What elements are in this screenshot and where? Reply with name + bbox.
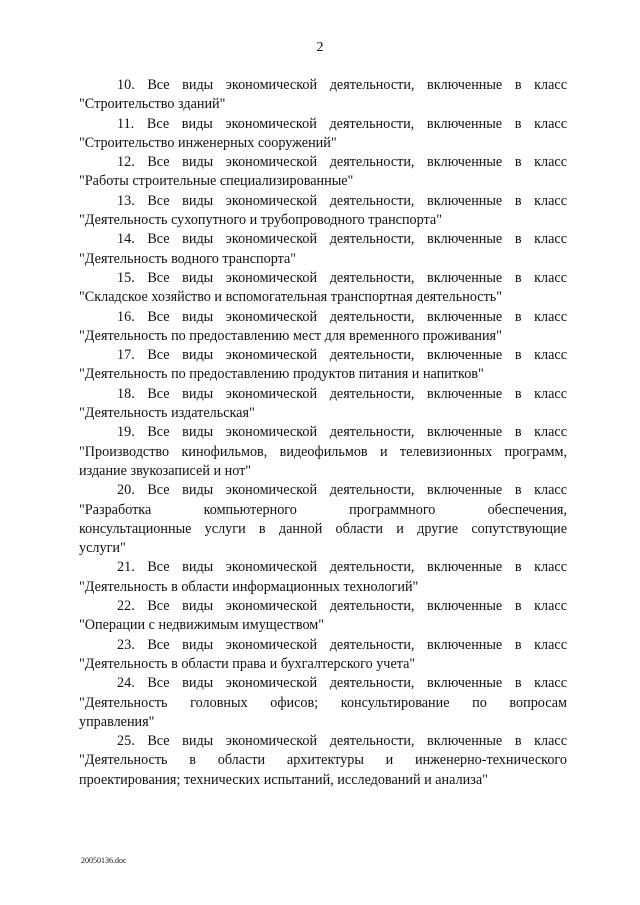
list-item bbox=[79, 269, 567, 308]
item-line: 14. Все виды экономической деятельности, включенные в класс bbox=[117, 231, 567, 248]
item-line: "Деятельность в области права и бухгалтерского учета" bbox=[79, 655, 416, 672]
item-line: 21. Все виды экономической деятельности, включенные в класс bbox=[117, 559, 567, 576]
item-line: "Производство кинофильмов, видеофильмов и телевизионных программ, bbox=[79, 443, 567, 460]
item-line: 22. Все виды экономической деятельности, включенные в класс bbox=[117, 598, 567, 615]
list-item bbox=[79, 230, 567, 269]
item-line: "Операции с недвижимым имуществом" bbox=[79, 617, 325, 634]
item-line: 12. Все виды экономической деятельности, включенные в класс bbox=[117, 154, 567, 171]
item-line: "Деятельность издательская" bbox=[79, 405, 255, 422]
list-item bbox=[79, 153, 567, 192]
document-body bbox=[79, 76, 567, 790]
item-line: 25. Все виды экономической деятельности, включенные в класс bbox=[117, 733, 567, 750]
list-item bbox=[79, 732, 567, 790]
document-filename: 20050136.doc bbox=[81, 856, 127, 865]
list-item bbox=[79, 597, 567, 636]
item-line: "Разработка компьютерного программного обеспечения, bbox=[79, 501, 567, 518]
item-line: 20. Все виды экономической деятельности, включенные в класс bbox=[117, 482, 567, 499]
item-line: "Складское хозяйство и вспомогательная транспортная деятельность" bbox=[79, 289, 503, 306]
item-line: "Работы строительные специализированные" bbox=[79, 173, 354, 190]
list-item bbox=[79, 674, 567, 732]
item-line: 10. Все виды экономической деятельности, включенные в класс bbox=[117, 77, 567, 93]
item-line: "Деятельность в области информационных технологий" bbox=[79, 578, 419, 595]
list-item bbox=[79, 308, 567, 347]
item-line: 16. Все виды экономической деятельности, включенные в класс bbox=[117, 308, 567, 325]
item-line: "Деятельность головных офисов; консультирование по вопросам bbox=[79, 694, 567, 711]
list-item bbox=[79, 346, 567, 385]
item-line: управления" bbox=[79, 713, 155, 730]
list-item bbox=[79, 558, 567, 597]
item-line: "Деятельность по предоставлению продуктов питания и напитков" bbox=[79, 366, 484, 383]
list-item bbox=[79, 115, 567, 154]
item-line: "Деятельность по предоставлению мест для временного проживания" bbox=[79, 327, 502, 344]
page-number: 2 bbox=[316, 40, 324, 55]
item-line: проектирования; технических испытаний, исследований и анализа" bbox=[79, 771, 488, 788]
item-line: консультационные услуги в данной области и другие сопутствующие bbox=[79, 520, 567, 537]
item-line: 11. Все виды экономической деятельности, включенные в класс bbox=[117, 115, 567, 132]
item-line: 17. Все виды экономической деятельности, включенные в класс bbox=[117, 347, 567, 364]
item-line: 13. Все виды экономической деятельности, включенные в класс bbox=[117, 192, 567, 209]
list-item bbox=[79, 423, 567, 481]
list-item bbox=[79, 76, 567, 115]
list-item bbox=[79, 385, 567, 424]
item-line: 23. Все виды экономической деятельности, включенные в класс bbox=[117, 636, 567, 653]
item-line: "Строительство зданий" bbox=[79, 96, 226, 113]
item-line: "Деятельность сухопутного и трубопроводного транспорта" bbox=[79, 212, 443, 229]
item-line: 24. Все виды экономической деятельности, включенные в класс bbox=[117, 675, 567, 692]
item-line: 18. Все виды экономической деятельности, включенные в класс bbox=[117, 385, 567, 402]
item-line: 15. Все виды экономической деятельности, включенные в класс bbox=[117, 269, 567, 286]
item-line: "Деятельность в области архитектуры и инженерно-технического bbox=[79, 752, 567, 769]
item-line: издание звукозаписей и нот" bbox=[79, 462, 252, 479]
item-line: 19. Все виды экономической деятельности, включенные в класс bbox=[117, 424, 567, 441]
item-line: "Строительство инженерных сооружений" bbox=[79, 134, 337, 151]
item-line: "Деятельность водного транспорта" bbox=[79, 250, 297, 267]
list-item bbox=[79, 192, 567, 231]
list-item bbox=[79, 481, 567, 558]
list-item bbox=[79, 636, 567, 675]
item-line: услуги" bbox=[79, 540, 126, 557]
